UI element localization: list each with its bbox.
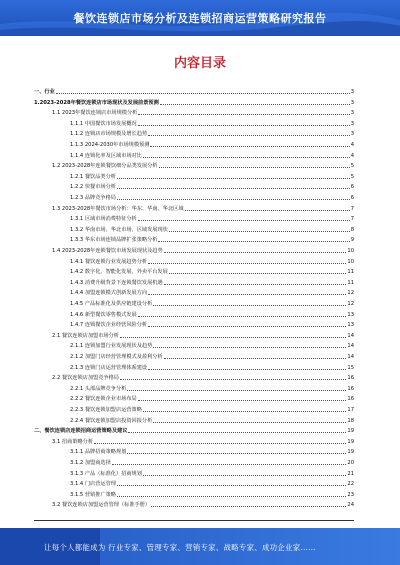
toc-entry[interactable] <box>70 279 354 286</box>
toc-entry-label: 1.1.3 2024-2030年市场规模预测 <box>70 142 150 148</box>
toc-entry-label: 3.1.4 门店营运管理 <box>70 481 116 488</box>
toc-entry-page: 3 <box>350 110 354 117</box>
toc-entry-page: 11 <box>347 279 354 286</box>
toc-entry-page: 10 <box>347 248 354 254</box>
toc-leader-dots <box>117 198 350 200</box>
toc-entry-page: 3 <box>350 120 354 127</box>
toc-leader-dots <box>158 240 349 242</box>
toc-entry-label: 1.4.2 数字化、智能化发展、外卖平台发展 <box>70 269 168 276</box>
toc-entry[interactable] <box>70 236 354 243</box>
toc-entry[interactable] <box>70 215 354 222</box>
toc-leader-dots <box>117 495 346 497</box>
toc-entry-page: 19 <box>347 449 354 456</box>
toc-entry[interactable] <box>70 491 354 498</box>
toc-entry-page: 9 <box>350 237 354 244</box>
toc-entry[interactable] <box>70 194 354 201</box>
toc-leader-dots <box>143 410 346 412</box>
toc-entry-label: 3.1.2 加盟商选择 <box>70 460 111 466</box>
toc-entry[interactable] <box>52 501 354 508</box>
toc-entry-page: 16 <box>347 396 354 403</box>
toc-leader-dots <box>117 187 350 189</box>
toc-leader-dots <box>138 113 349 115</box>
toc-entry[interactable] <box>70 152 354 159</box>
toc-entry-page: 6 <box>350 184 354 191</box>
toc-entry[interactable] <box>52 109 354 116</box>
toc-leader-dots <box>112 463 347 465</box>
toc-entry-label: 1.3 2023-2028年餐饮市场分析：华东、华南、华北区域 <box>52 205 184 212</box>
toc-entry[interactable] <box>70 311 354 318</box>
toc-leader-dots <box>117 484 346 486</box>
toc-entry-page: 5 <box>350 163 354 170</box>
toc-entry-label: 1.2.2 快餐市场分析 <box>70 184 116 191</box>
toc-entry-label: 1.4.4 加盟连锁模式创新发展方向 <box>70 290 148 297</box>
toc-entry-page: 17 <box>347 407 354 413</box>
toc-entry-label: 2.1.2 加盟门店经营管理模式及盈利分析 <box>70 354 163 360</box>
toc-entry-label: 一、行业 <box>34 89 55 95</box>
toc-entry[interactable] <box>70 289 354 296</box>
toc-entry[interactable] <box>70 183 354 190</box>
toc-leader-dots <box>169 230 350 232</box>
toc-entry-page: 5 <box>350 173 354 180</box>
toc-leader-dots <box>120 378 346 380</box>
toc-leader-dots <box>169 272 347 274</box>
toc-leader-dots <box>127 452 346 454</box>
toc-entry-page: 11 <box>347 269 354 276</box>
toc-entry[interactable] <box>70 321 354 328</box>
toc-entry[interactable] <box>34 99 354 106</box>
toc-entry-page: 3 <box>350 131 354 138</box>
toc-entry-label: 2.1.3 连锁门店运营管理体系建设 <box>70 364 148 371</box>
toc-entry[interactable] <box>70 120 354 127</box>
footer-slogan: 让每个人都能成为 行业专家、管理专家、营销专家、战略专家、成功企业家…… <box>44 543 316 552</box>
toc-entry-page: 4 <box>350 142 354 148</box>
toc-entry-page: 22 <box>347 481 354 488</box>
toc-leader-dots <box>138 124 350 126</box>
toc-entry-label: 2.1 餐饮连锁店加盟市场分析 <box>52 332 119 339</box>
toc-entry[interactable] <box>70 258 354 265</box>
toc-entry-page: 14 <box>347 354 354 360</box>
toc-entry[interactable] <box>52 247 354 254</box>
toc-entry-label: 1.4.5 产品标准化及供应链建设分析 <box>70 301 153 307</box>
toc-leader-dots <box>185 209 350 211</box>
toc-leader-dots <box>148 134 350 136</box>
toc-entry-page: 13 <box>347 311 354 318</box>
toc-entry-page: 3 <box>350 99 354 106</box>
toc-leader-dots <box>164 357 347 359</box>
toc-bottom-rule <box>34 520 354 521</box>
toc-entry-page: 4 <box>350 152 354 159</box>
toc-entry-label: 1.4.1 餐饮连锁行业发展趋势分析 <box>70 258 148 265</box>
toc-entry-page: 23 <box>347 491 354 498</box>
toc-leader-dots <box>148 293 346 295</box>
toc-entry-page: 19 <box>347 438 354 445</box>
toc-entry[interactable] <box>70 417 354 424</box>
toc-entry[interactable] <box>34 88 354 95</box>
toc-entry[interactable] <box>70 141 354 148</box>
toc-entry[interactable] <box>70 353 354 360</box>
toc-entry-page: 8 <box>350 226 354 233</box>
toc-entry-page: 7 <box>350 216 354 223</box>
toc-entry-label: 2.2.1 头部品牌竞争分析 <box>70 385 127 392</box>
toc-entry[interactable] <box>70 385 354 392</box>
toc-leader-dots <box>128 431 346 433</box>
toc-entry-label: 1.4 2023-2028年连锁餐饮市场发展现状及趋势 <box>52 248 163 254</box>
toc-entry-label: 1.1.2 连锁店市场规模及增长趋势 <box>70 131 148 138</box>
toc-entry-label: 2.2.4 餐饮连锁加盟店投资回报分析 <box>70 417 153 424</box>
toc-leader-dots <box>153 421 346 423</box>
toc-entry-page: 14 <box>347 343 354 350</box>
toc-entry-page: 18 <box>347 417 354 424</box>
toc-entry-label: 3.1.1 品牌招商策略规划 <box>70 449 127 456</box>
toc-leader-dots <box>148 325 346 327</box>
footer-banner <box>0 528 400 565</box>
toc-entry-label: 1.4.3 消费升级背景下连锁餐饮发展机遇 <box>70 279 163 286</box>
toc-entry-label: 3.1 招商策略分析 <box>52 438 94 445</box>
toc-entry[interactable] <box>34 427 354 434</box>
toc-entry[interactable] <box>70 173 354 180</box>
toc-entry-label: 二、餐饮连锁店连锁招商运营策略及建议 <box>34 428 128 435</box>
toc-leader-dots <box>150 145 349 147</box>
toc-leader-dots <box>153 304 346 306</box>
toc-entry-label: 3.1.3 产品（标准化）招商规划 <box>70 470 142 477</box>
toc-leader-dots <box>148 262 346 264</box>
toc-entry[interactable] <box>70 268 354 275</box>
toc-entry-page: 12 <box>347 290 354 297</box>
toc-leader-dots <box>138 399 347 401</box>
toc-entry[interactable] <box>52 374 354 381</box>
toc-leader-dots <box>148 368 346 370</box>
toc-entry-label: 1.2023-2028年餐饮连锁店市场现状及发展前景预测 <box>34 99 159 106</box>
toc-entry[interactable] <box>70 226 354 233</box>
toc-entry-label: 1.1 2023年餐饮连锁店市场规模分析 <box>52 110 138 117</box>
toc-leader-dots <box>160 103 350 105</box>
toc-entry-label: 2.2.3 餐饮连锁加盟店运营策略 <box>70 407 142 413</box>
toc-entry-label: 1.2 2023-2028年连锁餐饮细分品类发展分析 <box>52 163 158 170</box>
toc-entry[interactable] <box>70 480 354 487</box>
toc-entry-label: 3.1.5 营销推广策略 <box>70 491 116 498</box>
toc-entry-label: 2.2.2 餐饮连锁企业市场布局 <box>70 396 137 403</box>
toc-entry[interactable] <box>70 470 354 477</box>
toc-entry[interactable] <box>70 364 354 371</box>
toc-entry-page: 6 <box>350 195 354 201</box>
toc-entry-label: 1.2.1 餐饮品类分析 <box>70 173 116 180</box>
toc-entry-page: 13 <box>347 322 354 329</box>
toc-entry-page: 16 <box>347 375 354 382</box>
toc-entry-page: 14 <box>347 332 354 339</box>
toc-entry-page: 19 <box>347 428 354 435</box>
toc-entry[interactable] <box>70 406 354 413</box>
toc-entry[interactable] <box>52 205 354 212</box>
toc-entry-page: 20 <box>347 460 354 466</box>
toc-entry-label: 1.3.3 华东市场连锁品牌扩张策略分析 <box>70 237 158 244</box>
toc-entry[interactable] <box>70 300 354 307</box>
toc-entry[interactable] <box>70 459 354 466</box>
toc-leader-dots <box>153 346 346 348</box>
toc-leader-dots <box>127 389 346 391</box>
toc-entry-label: 1.4.7 连锁餐饮企业经营风险分析 <box>70 322 148 329</box>
toc-entry-label: 2.1.1 连锁加盟行业发展现状及趋势 <box>70 343 153 350</box>
toc-entry-page: 16 <box>347 385 354 392</box>
toc-entry-page: 12 <box>347 301 354 307</box>
toc-leader-dots <box>143 156 350 158</box>
toc-leader-dots <box>164 283 347 285</box>
toc-entry-page: 7 <box>350 205 354 212</box>
toc-entry-label: 1.3.2 华南市场、华北市场、区域发展现状 <box>70 226 168 233</box>
toc-entry-label: 2.2 餐饮连锁店加盟竞争格局 <box>52 375 119 382</box>
toc-leader-dots <box>120 336 346 338</box>
toc-entry[interactable] <box>70 130 354 137</box>
header-banner <box>0 0 400 36</box>
toc-leader-dots <box>56 92 350 94</box>
toc-leader-dots <box>138 219 350 221</box>
toc-entry-page: 10 <box>347 258 354 265</box>
toc-entry[interactable] <box>52 162 354 169</box>
toc-entry[interactable] <box>52 438 354 445</box>
toc-leader-dots <box>164 251 347 253</box>
toc-leader-dots <box>159 166 350 168</box>
toc-entry-label: 1.1.1 中国餐饮市场发展概况 <box>70 120 137 127</box>
toc-entry[interactable] <box>70 448 354 455</box>
toc-entry[interactable] <box>70 342 354 349</box>
toc-entry-label: 3.2 餐饮连锁店加盟运营管理（标准手册） <box>52 502 151 509</box>
toc-entry-page: 21 <box>347 470 354 477</box>
toc-heading: 内容目录 <box>173 56 226 71</box>
toc-entry-page: 15 <box>347 364 354 371</box>
toc-entry[interactable] <box>70 395 354 402</box>
toc-entry[interactable] <box>52 332 354 339</box>
toc-leader-dots <box>94 442 346 444</box>
toc-leader-dots <box>151 505 346 507</box>
toc-leader-dots <box>138 315 347 317</box>
toc-entry-page: 3 <box>350 89 354 95</box>
toc-leader-dots <box>143 474 346 476</box>
toc-entry-label: 1.2.3 品牌竞争格局 <box>70 195 116 201</box>
toc-entry-label: 1.1.4 连锁化率及区域市场对比 <box>70 152 142 159</box>
toc-entry-label: 1.4.6 新型餐饮零售模式发展 <box>70 311 137 318</box>
report-title: 餐饮连锁店市场分析及连锁招商运营策略研究报告 <box>73 12 327 25</box>
toc-entry-label: 1.3.1 区域市场消费特征分析 <box>70 216 137 223</box>
toc-entry-page: 24 <box>347 502 354 509</box>
toc-leader-dots <box>117 177 350 179</box>
